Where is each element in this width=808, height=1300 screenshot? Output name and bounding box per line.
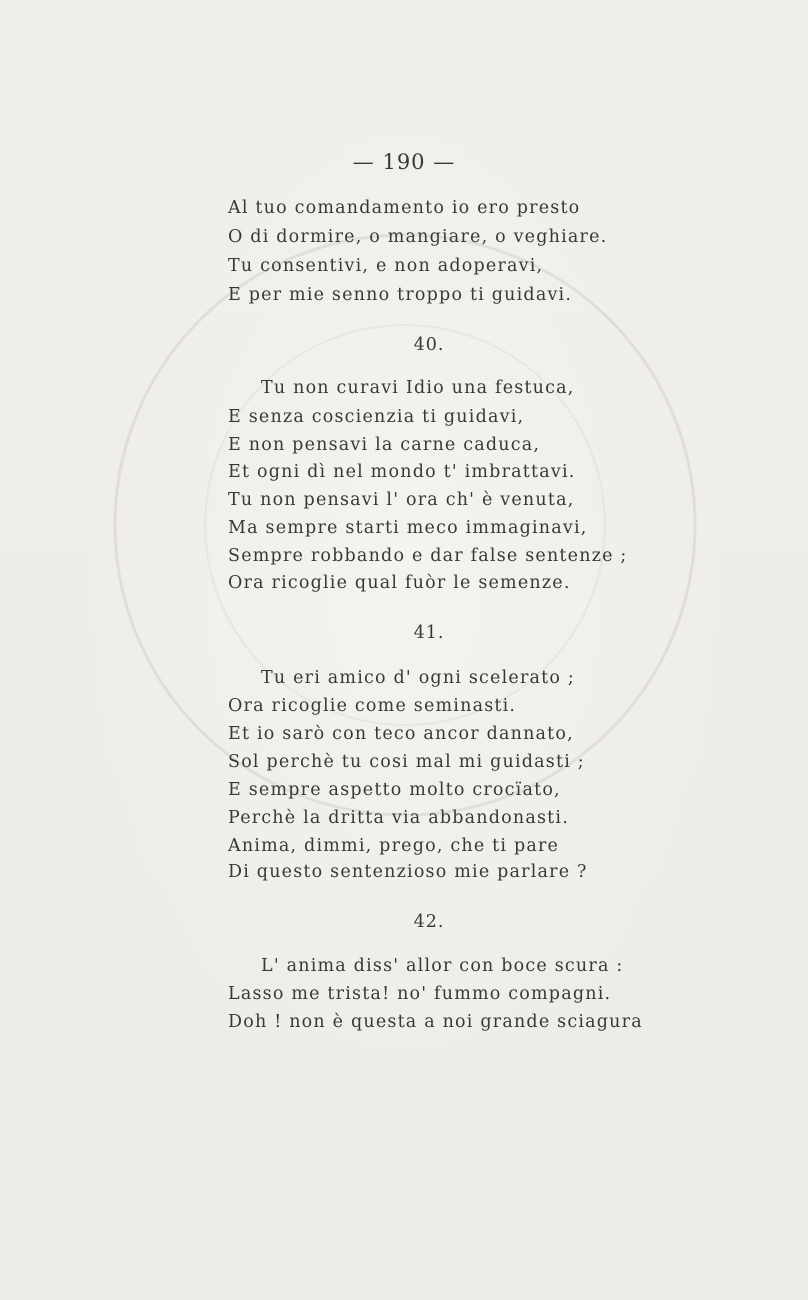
verse-line: O di dormire, o mangiare, o veghiare.	[228, 227, 608, 247]
verse-line: Al tuo comandamento io ero presto	[228, 198, 581, 218]
verse-line: Di questo sentenzioso mie parlare ?	[228, 862, 588, 882]
verse-line: Sol perchè tu cosi mal mi guidasti ;	[228, 752, 585, 772]
verse-line: E per mie senno troppo ti guidavi.	[228, 285, 573, 305]
stanza-number: 41.	[413, 623, 445, 643]
verse-line: Et ogni dì nel mondo t' imbrattavi.	[228, 462, 576, 482]
page-number: — 190 —	[352, 150, 456, 174]
verse-line: Ora ricoglie qual fuòr le semenze.	[228, 573, 571, 593]
stanza-number: 42.	[413, 912, 445, 932]
verse-line: L' anima diss' allor con boce scura :	[261, 956, 624, 976]
verse-line: Doh ! non è questa a noi grande sciagura	[228, 1012, 643, 1032]
verse-line: Tu consentivi, e non adoperavi,	[228, 256, 544, 276]
verse-line: Et io sarò con teco ancor dannato,	[228, 724, 574, 744]
verse-line: Perchè la dritta via abbandonasti.	[228, 808, 569, 828]
verse-line: Tu non pensavi l' ora ch' è venuta,	[228, 490, 575, 510]
verse-line: Tu eri amico d' ogni scelerato ;	[261, 668, 575, 688]
verse-line: Ora ricoglie come seminasti.	[228, 696, 517, 716]
verse-line: Ma sempre starti meco immaginavi,	[228, 518, 588, 538]
verse-line: Tu non curavi Idio una festuca,	[261, 378, 575, 398]
verse-line: E sempre aspetto molto crocïato,	[228, 780, 561, 800]
verse-line: Sempre robbando e dar false sentenze ;	[228, 546, 628, 566]
stanza-number: 40.	[413, 335, 445, 355]
verse-line: E non pensavi la carne caduca,	[228, 435, 541, 455]
verse-line: Lasso me trista! no' fummo compagni.	[228, 984, 612, 1004]
verse-line: E senza coscienzia ti guidavi,	[228, 407, 525, 427]
verse-line: Anima, dimmi, prego, che ti pare	[228, 836, 560, 856]
